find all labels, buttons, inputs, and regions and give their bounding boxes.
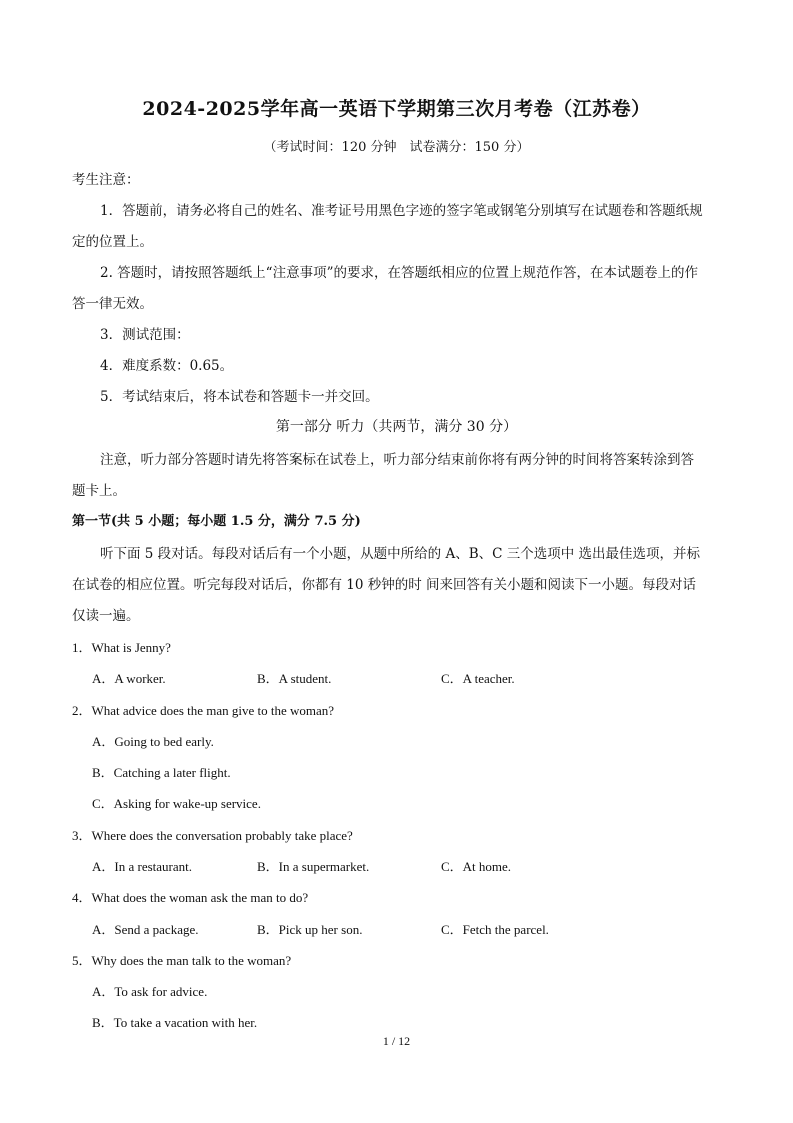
instructions-line-1: 听下面 5 段对话。每段对话后有一个小题，从题中所给的 A、B、C 三个选项中 选出最佳选项，并标 [100,546,701,562]
exam-info: （考试时间：120 分钟 试卷满分：150 分） [263,140,530,155]
answer-option: A．In a restaurant. [92,859,192,874]
section1-heading: 第一节(共 5 小题；每小题 1.5 分，满分 7.5 分) [72,514,361,529]
answer-option: A．Send a package. [92,922,199,937]
notice-item-1-line-2: 定的位置上。 [72,234,153,250]
answer-option: B．A student. [257,671,332,686]
notice-item-1-line-1: 1．答题前，请务必将自己的姓名、准考证号用黑色字迹的签字笔或钢笔分别填写在试题卷和答题纸规 [100,203,703,219]
answer-option: C．Asking for wake-up service. [92,796,261,811]
page-number: 1 / 12 [382,1034,411,1048]
instructions-line-2: 在试卷的相应位置。听完每段对话后，你都有 10 秒钟的时 间来回答有关小题和阅读下一小题。每段对话 [72,577,697,593]
question-stem: 5．Why does the man talk to the woman? [72,953,292,968]
answer-option: B．To take a vacation with her. [92,1015,258,1030]
part1-heading: 第一部分 听力（共两节，满分 30 分） [275,419,518,435]
part1-note-line-2: 题卡上。 [72,483,126,499]
question-stem: 1．What is Jenny? [72,640,171,655]
answer-option: A．Going to bed early. [92,734,214,749]
answer-option: B．In a supermarket. [257,859,370,874]
notice-item-5: 5．考试结束后，将本试卷和答题卡一并交回。 [100,389,379,405]
notice-item-4: 4．难度系数：0.65。 [100,358,234,374]
question-stem: 4．What does the woman ask the man to do? [72,890,309,905]
answer-option: C．A teacher. [441,671,515,686]
notice-item-2-line-1: 2. 答题时，请按照答题纸上“注意事项”的要求，在答题纸相应的位置上规范作答，在本试题卷上的作 [100,265,698,281]
question-stem: 3．Where does the conversation probably take place? [72,828,353,843]
notice-item-2-line-2: 答一律无效。 [72,296,153,312]
question-stem: 2．What advice does the man give to the woman? [72,703,335,718]
instructions-line-3: 仅读一遍。 [72,608,140,624]
answer-option: C．At home. [441,859,512,874]
answer-option: B．Catching a later flight. [92,765,231,780]
notice-heading: 考生注意： [72,172,140,188]
answer-option: A．A worker. [92,671,166,686]
notice-item-3: 3．测试范围： [100,327,190,343]
answer-option: C．Fetch the parcel. [441,922,549,937]
page-title: 2024-2025学年高一英语下学期第三次月考卷（江苏卷） [142,98,651,120]
answer-option: A．To ask for advice. [92,984,208,999]
answer-option: B．Pick up her son. [257,922,363,937]
part1-note-line-1: 注意，听力部分答题时请先将答案标在试卷上，听力部分结束前你将有两分钟的时间将答案转涂到答 [100,452,694,468]
